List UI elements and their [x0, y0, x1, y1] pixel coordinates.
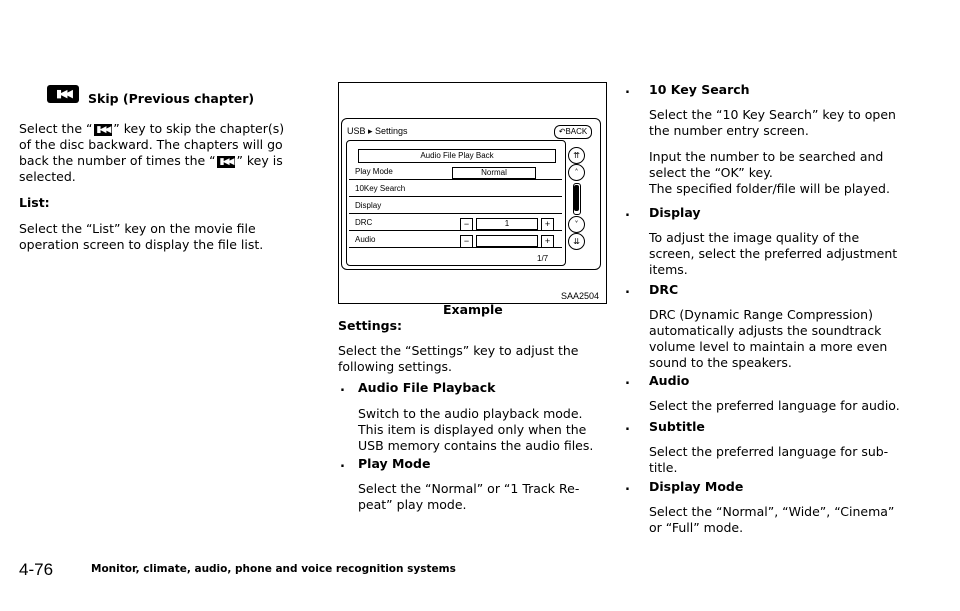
scrollbar-thumb[interactable] [574, 185, 579, 211]
bullet-text: USB memory contains the audio files. [358, 438, 594, 453]
scroll-down-icon[interactable]: ˅ [568, 216, 585, 233]
page-down-icon[interactable]: ⇊ [568, 233, 585, 250]
bullet-text: the number entry screen. [649, 123, 809, 138]
bullet-text: This item is displayed only when the [358, 422, 587, 437]
list-heading: List: [19, 195, 50, 210]
bullet-title-audio-file-playback: Audio File Playback [358, 380, 496, 395]
settings-row-display[interactable] [349, 198, 562, 214]
bullet-text: items. [649, 262, 688, 277]
drc-plus-button[interactable]: + [541, 218, 554, 231]
audio-file-play-back-button[interactable]: Audio File Play Back [358, 149, 556, 163]
skip-paragraph-line1: Select the “ ▮◀◀ ” key to skip the chapter(s) [19, 121, 285, 136]
audio-plus-button[interactable]: + [541, 235, 554, 248]
bullet-text: To adjust the image quality of the [649, 230, 860, 245]
row-label: Display [355, 201, 382, 210]
bullet-text: Select the preferred language for audio. [649, 398, 900, 413]
skip-paragraph-line4: selected. [19, 169, 76, 184]
settings-row-10key-search[interactable] [349, 181, 562, 197]
figure-caption: Example [443, 302, 503, 317]
drc-value: 1 [476, 218, 538, 230]
skip-paragraph-line3: back the number of times the “ ▮◀◀ ” key is [19, 153, 283, 168]
bullet-title-audio: Audio [649, 373, 690, 388]
bullet-text: Input the number to be searched and [649, 149, 884, 164]
bullet: . [625, 419, 630, 434]
bullet-text: select the “OK” key. [649, 165, 773, 180]
bullet: . [340, 380, 345, 395]
bullet-text: Select the preferred language for sub- [649, 444, 889, 459]
page-indicator: 1/7 [537, 254, 549, 263]
back-label: BACK [565, 127, 588, 136]
bullet-text: Select the “Normal”, “Wide”, “Cinema” [649, 504, 895, 519]
bullet-title-10-key-search: 10 Key Search [649, 82, 750, 97]
bullet-text: DRC (Dynamic Range Compression) [649, 307, 873, 322]
play-mode-value: Normal [452, 167, 536, 179]
row-label: DRC [355, 218, 373, 227]
scroll-up-icon[interactable]: ˄ [568, 164, 585, 181]
screen-title: USB ▸ Settings [347, 126, 408, 136]
skip-previous-icon: ▮◀◀ [94, 124, 113, 136]
settings-paragraph-line1: Select the “Settings” key to adjust the [338, 343, 579, 358]
row-label: Play Mode [355, 167, 393, 176]
bullet: . [625, 373, 630, 388]
bullet: . [625, 82, 630, 97]
bullet-text: sound to the speakers. [649, 355, 792, 370]
bullet-title-display-mode: Display Mode [649, 479, 744, 494]
row-label: 10Key Search [355, 184, 406, 193]
audio-minus-button[interactable]: − [460, 235, 473, 248]
page-number: 4-76 [19, 560, 54, 579]
back-button[interactable] [554, 125, 592, 139]
skip-previous-icon: ▮◀◀ [217, 156, 236, 168]
bullet-title-subtitle: Subtitle [649, 419, 705, 434]
figure-code: SAA2504 [561, 291, 600, 301]
drc-minus-button[interactable]: − [460, 218, 473, 231]
bullet: . [625, 205, 630, 220]
bullet-text: title. [649, 460, 678, 475]
bullet-text: Switch to the audio playback mode. [358, 406, 583, 421]
list-paragraph-line2: operation screen to display the file list. [19, 237, 264, 252]
bullet-title-drc: DRC [649, 282, 679, 297]
skip-previous-icon: ▮◀◀ [47, 85, 79, 103]
audio-value [476, 235, 538, 247]
back-arrow-icon: ↶ [558, 127, 566, 136]
bullet: . [625, 479, 630, 494]
section-title: Monitor, climate, audio, phone and voice recognition systems [91, 563, 456, 575]
bullet-text: Select the “10 Key Search” key to open [649, 107, 896, 122]
skip-paragraph-line2: of the disc backward. The chapters will go [19, 137, 283, 152]
bullet-text: screen, select the preferred adjustment [649, 246, 898, 261]
bullet: . [625, 282, 630, 297]
bullet-text: or “Full” mode. [649, 520, 744, 535]
list-paragraph-line1: Select the “List” key on the movie file [19, 221, 256, 236]
row-label: Audio [355, 235, 376, 244]
bullet-text: peat” play mode. [358, 497, 467, 512]
page-up-icon[interactable]: ⇈ [568, 147, 585, 164]
settings-paragraph-line2: following settings. [338, 359, 452, 374]
bullet-title-display: Display [649, 205, 701, 220]
bullet-text: automatically adjusts the soundtrack [649, 323, 882, 338]
bullet: . [340, 456, 345, 471]
settings-heading: Settings: [338, 318, 403, 333]
bullet-text: The specified folder/file will be played. [649, 181, 890, 196]
bullet-text: Select the “Normal” or “1 Track Re- [358, 481, 580, 496]
bullet-title-play-mode: Play Mode [358, 456, 431, 471]
skip-heading: Skip (Previous chapter) [88, 91, 255, 106]
bullet-text: volume level to maintain a more even [649, 339, 888, 354]
